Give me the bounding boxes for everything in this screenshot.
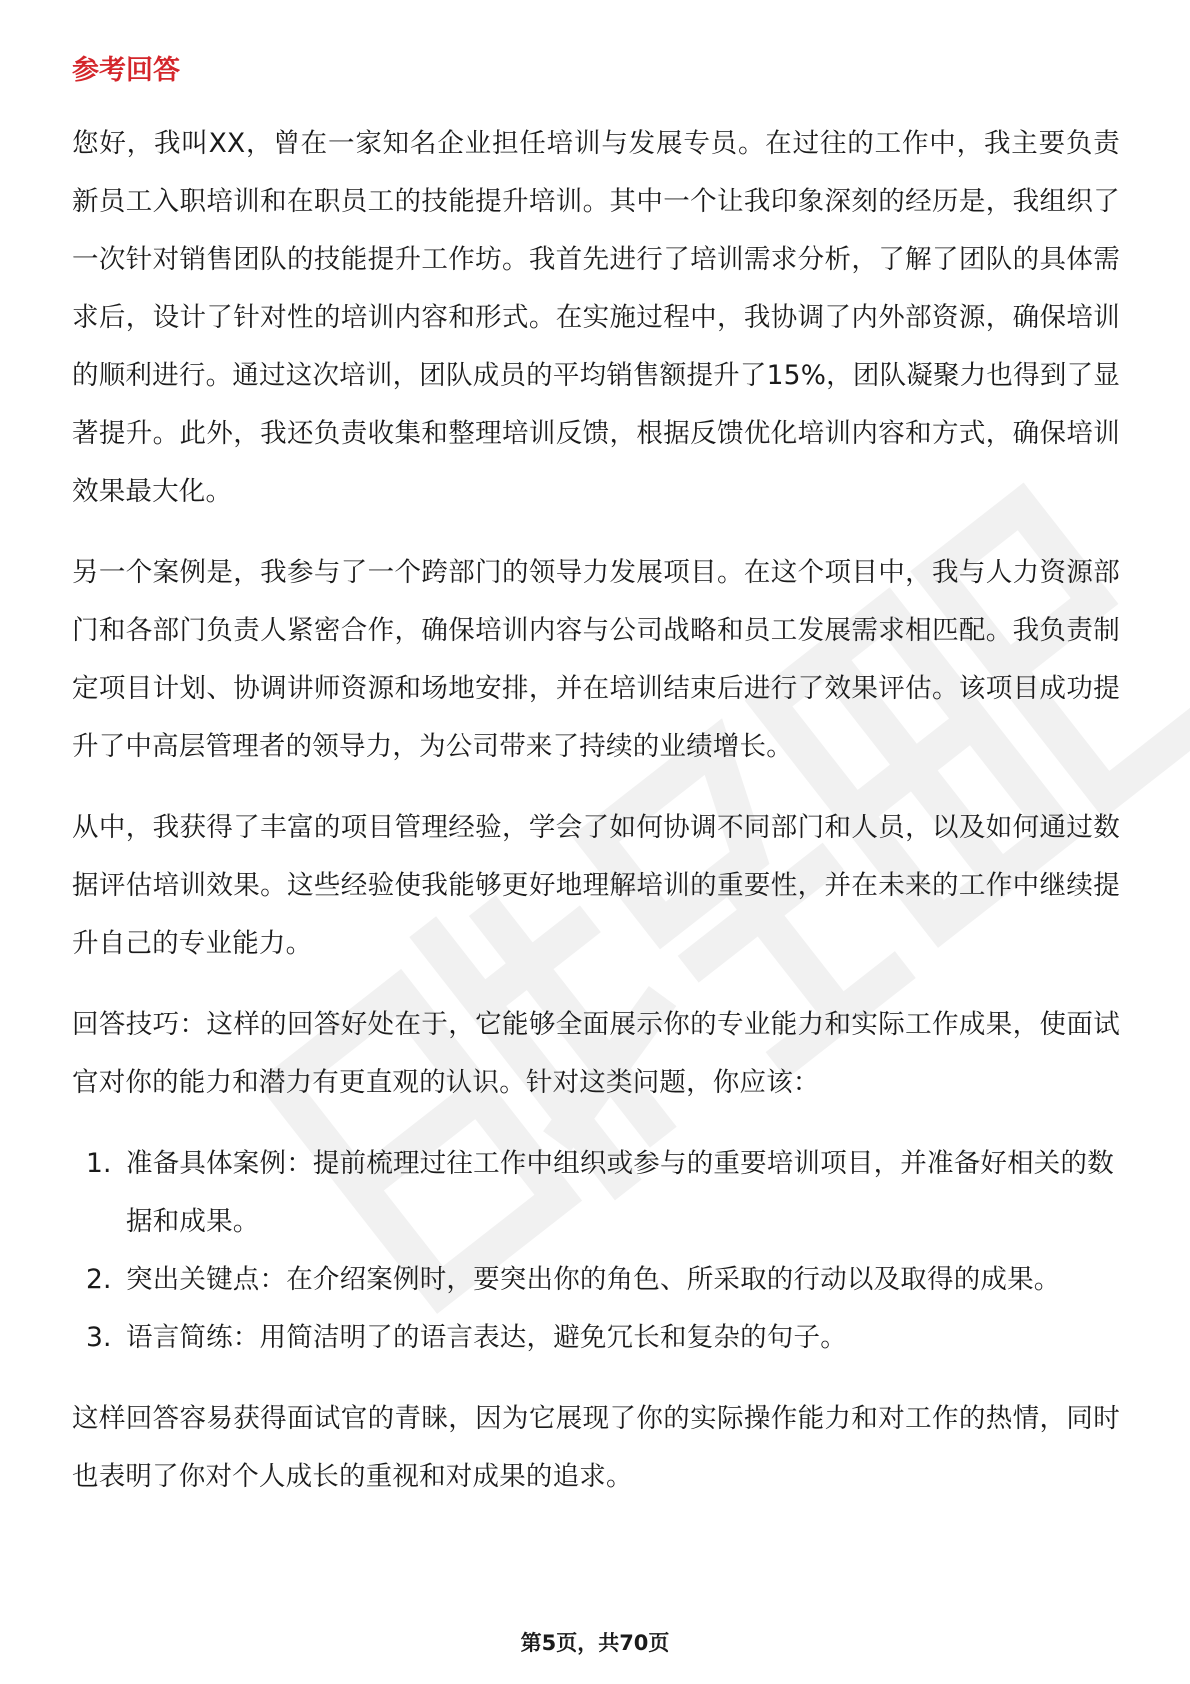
answer-paragraph-case: 另一个案例是，我参与了一个跨部门的领导力发展项目。在这个项目中，我与人力资源部门和各部门负责人紧密合作，确保培训内容与公司战略和员工发展需求相匹配。我负责制定项目计划、协调讲师资源和场地安排，并在培训结束后进行了效果评估。该项目成功提升了中高层管理者的领导力，为公司带来了持续的业绩增长。 — [72, 557, 1120, 762]
answer-paragraph-experience: 您好，我叫XX，曾在一家知名企业担任培训与发展专员。在过往的工作中，我主要负责新员工入职培训和在职员工的技能提升培训。其中一个让我印象深刻的经历是，我组织了一次针对销售团队的技能提升工作坊。我首先进行了培训需求分析，了解了团队的具体需求后，设计了针对性的培训内容和形式。在实施过程中，我协调了内外部资源，确保培训的顺利进行。通过这次培训，团队成员的平均销售额提升了15%，团队凝聚力也得到了显著提升。此外，我还负责收集和整理培训反馈，根据反馈优化培训内容和方式，确保培训效果最大化。 — [72, 128, 1120, 507]
list-item-text: 突出关键点：在介绍案例时，要突出你的角色、所采取的行动以及取得的成果。 — [126, 1264, 1061, 1295]
answer-paragraph-summary: 从中，我获得了丰富的项目管理经验，学会了如何协调不同部门和人员，以及如何通过数据评估培训效果。这些经验使我能够更好地理解培训的重要性，并在未来的工作中继续提升自己的专业能力。 — [72, 812, 1120, 959]
closing-paragraph: 这样回答容易获得面试官的青睐，因为它展现了你的实际操作能力和对工作的热情，同时也表明了你对个人成长的重视和对成果的追求。 — [72, 1403, 1120, 1492]
list-item-number: 2. — [86, 1264, 112, 1295]
answer-content — [72, 115, 1120, 1529]
list-item — [72, 1251, 1120, 1309]
section-title: 参考回答 — [72, 55, 180, 86]
answer-tips-intro: 回答技巧：这样的回答好处在于，它能够全面展示你的专业能力和实际工作成果，使面试官对你的能力和潜力有更直观的认识。针对这类问题，你应该： — [72, 1009, 1120, 1098]
list-item-number: 1. — [86, 1148, 112, 1179]
list-item — [72, 1135, 1120, 1251]
list-item-text: 准备具体案例：提前梳理过往工作中组织或参与的重要培训项目，并准备好相关的数据和成果。 — [126, 1148, 1114, 1237]
list-item-number: 3. — [86, 1322, 112, 1353]
tips-list — [72, 1135, 1120, 1367]
page-number: 第5页，共70页 — [520, 1631, 670, 1655]
list-item — [72, 1309, 1120, 1367]
list-item-text: 语言简练：用简洁明了的语言表达，避免冗长和复杂的句子。 — [126, 1322, 847, 1353]
